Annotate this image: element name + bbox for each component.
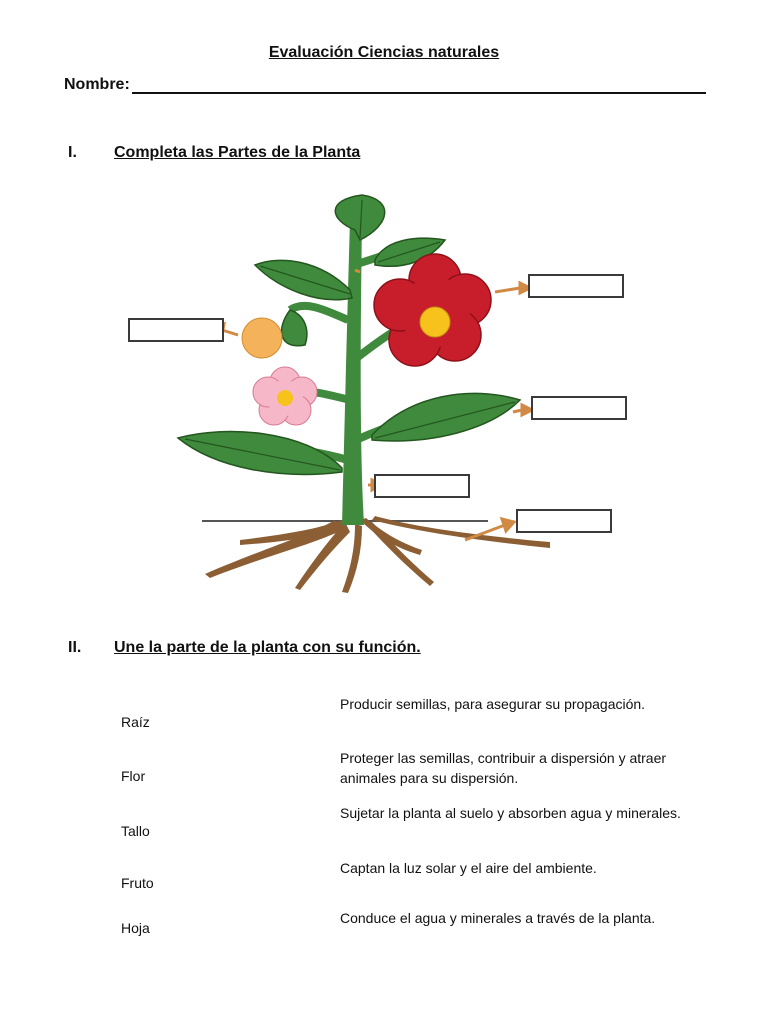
function-item: Sujetar la planta al suelo y absorben agua y minerales. <box>340 805 681 821</box>
label-box-flower[interactable] <box>528 274 624 298</box>
section-2-heading <box>68 639 421 657</box>
red-flower <box>374 254 491 366</box>
label-box-root[interactable] <box>516 509 612 533</box>
label-box-leaf[interactable] <box>531 396 627 420</box>
name-field-row <box>64 76 706 94</box>
pink-flower <box>253 367 317 425</box>
part-item: Tallo <box>121 823 150 839</box>
document-title: Evaluación Ciencias naturales <box>268 44 500 61</box>
label-box-fruit[interactable] <box>128 318 224 342</box>
function-item: Proteger las semillas, contribuir a dispersión y atraer animales para su dispersión. <box>340 750 667 786</box>
section-2-number: II. <box>68 639 82 656</box>
section-1-number: I. <box>68 144 77 161</box>
function-item: Captan la luz solar y el aire del ambiente. <box>340 860 597 876</box>
name-input-line[interactable] <box>132 76 706 94</box>
part-item: Fruto <box>121 875 154 891</box>
section-2-title: Une la parte de la planta con su función. <box>114 639 421 656</box>
name-label: Nombre: <box>64 76 130 93</box>
function-item: Producir semillas, para asegurar su propagación. <box>340 696 646 712</box>
label-box-stem[interactable] <box>374 474 470 498</box>
section-1-title: Completa las Partes de la Planta <box>114 144 361 161</box>
part-item: Flor <box>121 768 146 784</box>
part-item: Hoja <box>121 920 150 936</box>
part-item: Raíz <box>121 714 150 730</box>
fruit <box>242 318 282 358</box>
section-1-heading <box>68 144 360 162</box>
function-item: Conduce el agua y minerales a través de la planta. <box>340 910 656 926</box>
